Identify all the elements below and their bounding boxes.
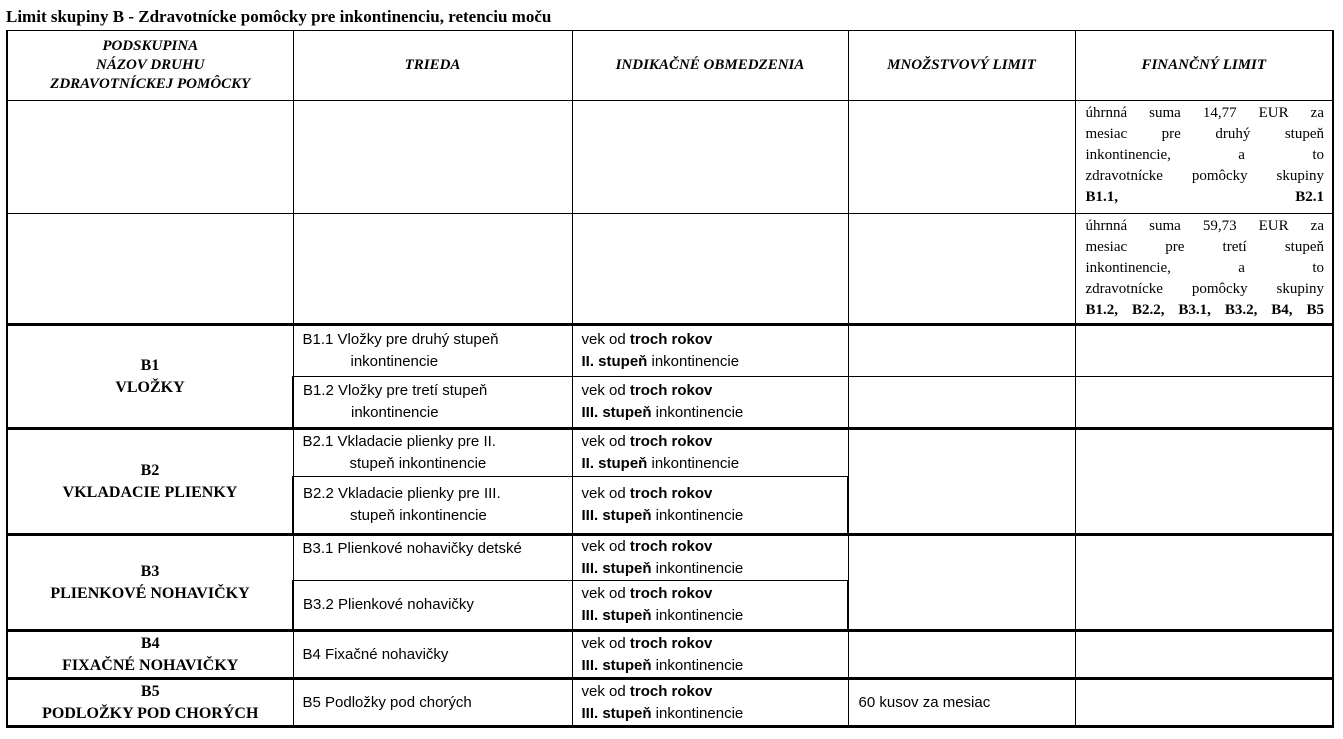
class-cell — [293, 477, 572, 535]
header-row — [7, 31, 1333, 101]
subgroup-b2 — [7, 429, 293, 535]
indication-text: vek od — [581, 382, 630, 399]
indication-age: troch rokov — [629, 538, 713, 555]
indication-text: inkontinencie — [651, 607, 744, 624]
financial-cell — [1075, 377, 1333, 429]
subgroup-name: VLOŽKY — [115, 378, 185, 396]
header-subgroup-line2: NÁZOV DRUHU — [96, 57, 205, 73]
indication-cell — [572, 477, 848, 535]
class-cell — [293, 581, 572, 631]
indication-cell — [572, 581, 848, 631]
class-cell — [293, 535, 572, 581]
indication-text: vek od — [581, 485, 630, 502]
indication-text: inkontinencie — [651, 404, 744, 421]
indication-degree: III. stupeň — [581, 607, 652, 624]
indication-cell — [572, 631, 848, 679]
header-class: TRIEDA — [293, 31, 572, 101]
subgroup-name: FIXAČNÉ NOHAVIČKY — [62, 656, 239, 674]
subgroup-code: B2 — [140, 461, 160, 479]
limit-table — [6, 30, 1334, 728]
class-label: B3.1 Plienkové nohavičky detské — [302, 540, 522, 557]
financial-limit-text: úhrnná suma 59,73 EUR za — [1085, 218, 1324, 234]
indication-degree: III. stupeň — [581, 656, 652, 674]
class-label-cont: inkontinencie — [351, 404, 439, 421]
indication-degree: II. stupeň — [581, 353, 648, 370]
financial-cell — [1075, 679, 1333, 727]
class-cell — [293, 631, 572, 679]
quantity-cell — [848, 377, 1075, 429]
indication-age: troch rokov — [629, 331, 713, 348]
subgroup-b1 — [7, 325, 293, 429]
table-row — [7, 429, 1333, 477]
header-subgroup-line3: ZDRAVOTNÍCKEJ POMÔCKY — [50, 76, 251, 92]
empty-cell — [848, 101, 1075, 214]
class-label-cont: stupeň inkontinencie — [349, 455, 487, 472]
financial-limit-text: inkontinencie, a to — [1085, 260, 1324, 276]
quantity-cell — [848, 535, 1075, 631]
indication-text: vek od — [581, 433, 630, 450]
subgroup-name: PLIENKOVÉ NOHAVIČKY — [50, 584, 250, 602]
class-label: B5 Podložky pod chorých — [302, 693, 472, 711]
indication-text: vek od — [581, 331, 630, 348]
indication-cell — [572, 535, 848, 581]
empty-cell — [293, 214, 572, 325]
table-row — [7, 631, 1333, 679]
indication-cell — [572, 679, 848, 727]
indication-text: inkontinencie — [647, 455, 740, 472]
header-indication: INDIKAČNÉ OBMEDZENIA — [572, 31, 848, 101]
indication-degree: III. stupeň — [581, 560, 652, 577]
class-label: B1.2 Vložky pre tretí stupeň — [303, 382, 488, 399]
financial-cell — [1075, 325, 1333, 377]
class-cell — [293, 429, 572, 477]
financial-cell — [1075, 535, 1333, 631]
class-label: B3.2 Plienkové nohavičky — [303, 596, 474, 613]
quantity-cell — [848, 429, 1075, 535]
quantity-cell: 60 kusov za mesiac — [848, 679, 1075, 727]
subgroup-name: VKLADACIE PLIENKY — [62, 483, 238, 501]
class-cell — [293, 377, 572, 429]
indication-age: troch rokov — [629, 585, 713, 602]
table-row — [7, 679, 1333, 727]
indication-text: vek od — [581, 634, 630, 652]
financial-limit-groups: B1.2, B2.2, B3.1, B3.2, B4, B5 — [1085, 302, 1324, 318]
quantity-cell — [848, 325, 1075, 377]
indication-text: inkontinencie — [651, 704, 744, 722]
indication-degree: III. stupeň — [581, 404, 652, 421]
indication-text: inkontinencie — [651, 507, 744, 524]
indication-age: troch rokov — [629, 382, 713, 399]
financial-limit-text: mesiac pre tretí stupeň — [1085, 239, 1324, 255]
subgroup-b5 — [7, 679, 293, 727]
empty-cell — [7, 101, 293, 214]
subgroup-code: B5 — [140, 682, 160, 700]
financial-limit-1 — [1075, 101, 1333, 214]
empty-cell — [293, 101, 572, 214]
financial-limit-text: mesiac pre druhý stupeň — [1085, 126, 1324, 142]
class-cell — [293, 325, 572, 377]
financial-row-1 — [7, 101, 1333, 214]
table-row — [7, 325, 1333, 377]
financial-limit-2 — [1075, 214, 1333, 325]
financial-row-2 — [7, 214, 1333, 325]
class-label: B1.1 Vložky pre druhý stupeň — [302, 331, 499, 348]
subgroup-code: B3 — [140, 562, 160, 580]
empty-cell — [572, 214, 848, 325]
indication-degree: II. stupeň — [581, 455, 648, 472]
financial-limit-text: zdravotnícke pomôcky skupiny — [1085, 281, 1324, 297]
indication-age: troch rokov — [629, 485, 713, 502]
class-label: B2.2 Vkladacie plienky pre III. — [303, 485, 501, 502]
indication-age: troch rokov — [629, 634, 713, 652]
subgroup-b4 — [7, 631, 293, 679]
indication-text: vek od — [581, 585, 630, 602]
indication-text: inkontinencie — [651, 656, 744, 674]
header-subgroup — [7, 31, 293, 101]
class-cell — [293, 679, 572, 727]
class-label: B4 Fixačné nohavičky — [302, 645, 449, 663]
header-subgroup-line1: PODSKUPINA — [102, 38, 199, 54]
indication-degree: III. stupeň — [581, 507, 652, 524]
empty-cell — [848, 214, 1075, 325]
financial-limit-groups: B1.1, B2.1 — [1085, 189, 1324, 205]
financial-cell — [1075, 429, 1333, 535]
indication-text: vek od — [581, 682, 630, 700]
financial-cell — [1075, 631, 1333, 679]
indication-age: troch rokov — [629, 682, 713, 700]
subgroup-b3 — [7, 535, 293, 631]
class-label: B2.1 Vkladacie plienky pre II. — [302, 433, 496, 450]
indication-degree: III. stupeň — [581, 704, 652, 722]
indication-cell — [572, 377, 848, 429]
subgroup-code: B4 — [140, 634, 160, 652]
indication-cell — [572, 429, 848, 477]
financial-limit-text: úhrnná suma 14,77 EUR za — [1085, 105, 1324, 121]
financial-limit-text: zdravotnícke pomôcky skupiny — [1085, 168, 1324, 184]
table-row — [7, 535, 1333, 581]
empty-cell — [7, 214, 293, 325]
document-title: Limit skupiny B - Zdravotnícke pomôcky pre inkontinenciu, retenciu moču — [6, 7, 552, 26]
financial-limit-text: inkontinencie, a to — [1085, 147, 1324, 163]
indication-cell — [572, 325, 848, 377]
indication-text: inkontinencie — [647, 353, 740, 370]
class-label-cont: inkontinencie — [350, 353, 439, 370]
header-financial: FINANČNÝ LIMIT — [1075, 31, 1333, 101]
header-quantity: MNOŽSTVOVÝ LIMIT — [848, 31, 1075, 101]
subgroup-name: PODLOŽKY POD CHORÝCH — [42, 704, 259, 722]
quantity-cell — [848, 631, 1075, 679]
indication-text: vek od — [581, 538, 630, 555]
empty-cell — [572, 101, 848, 214]
indication-age: troch rokov — [629, 433, 713, 450]
subgroup-code: B1 — [140, 356, 160, 374]
class-label-cont: stupeň inkontinencie — [350, 507, 487, 524]
indication-text: inkontinencie — [651, 560, 744, 577]
